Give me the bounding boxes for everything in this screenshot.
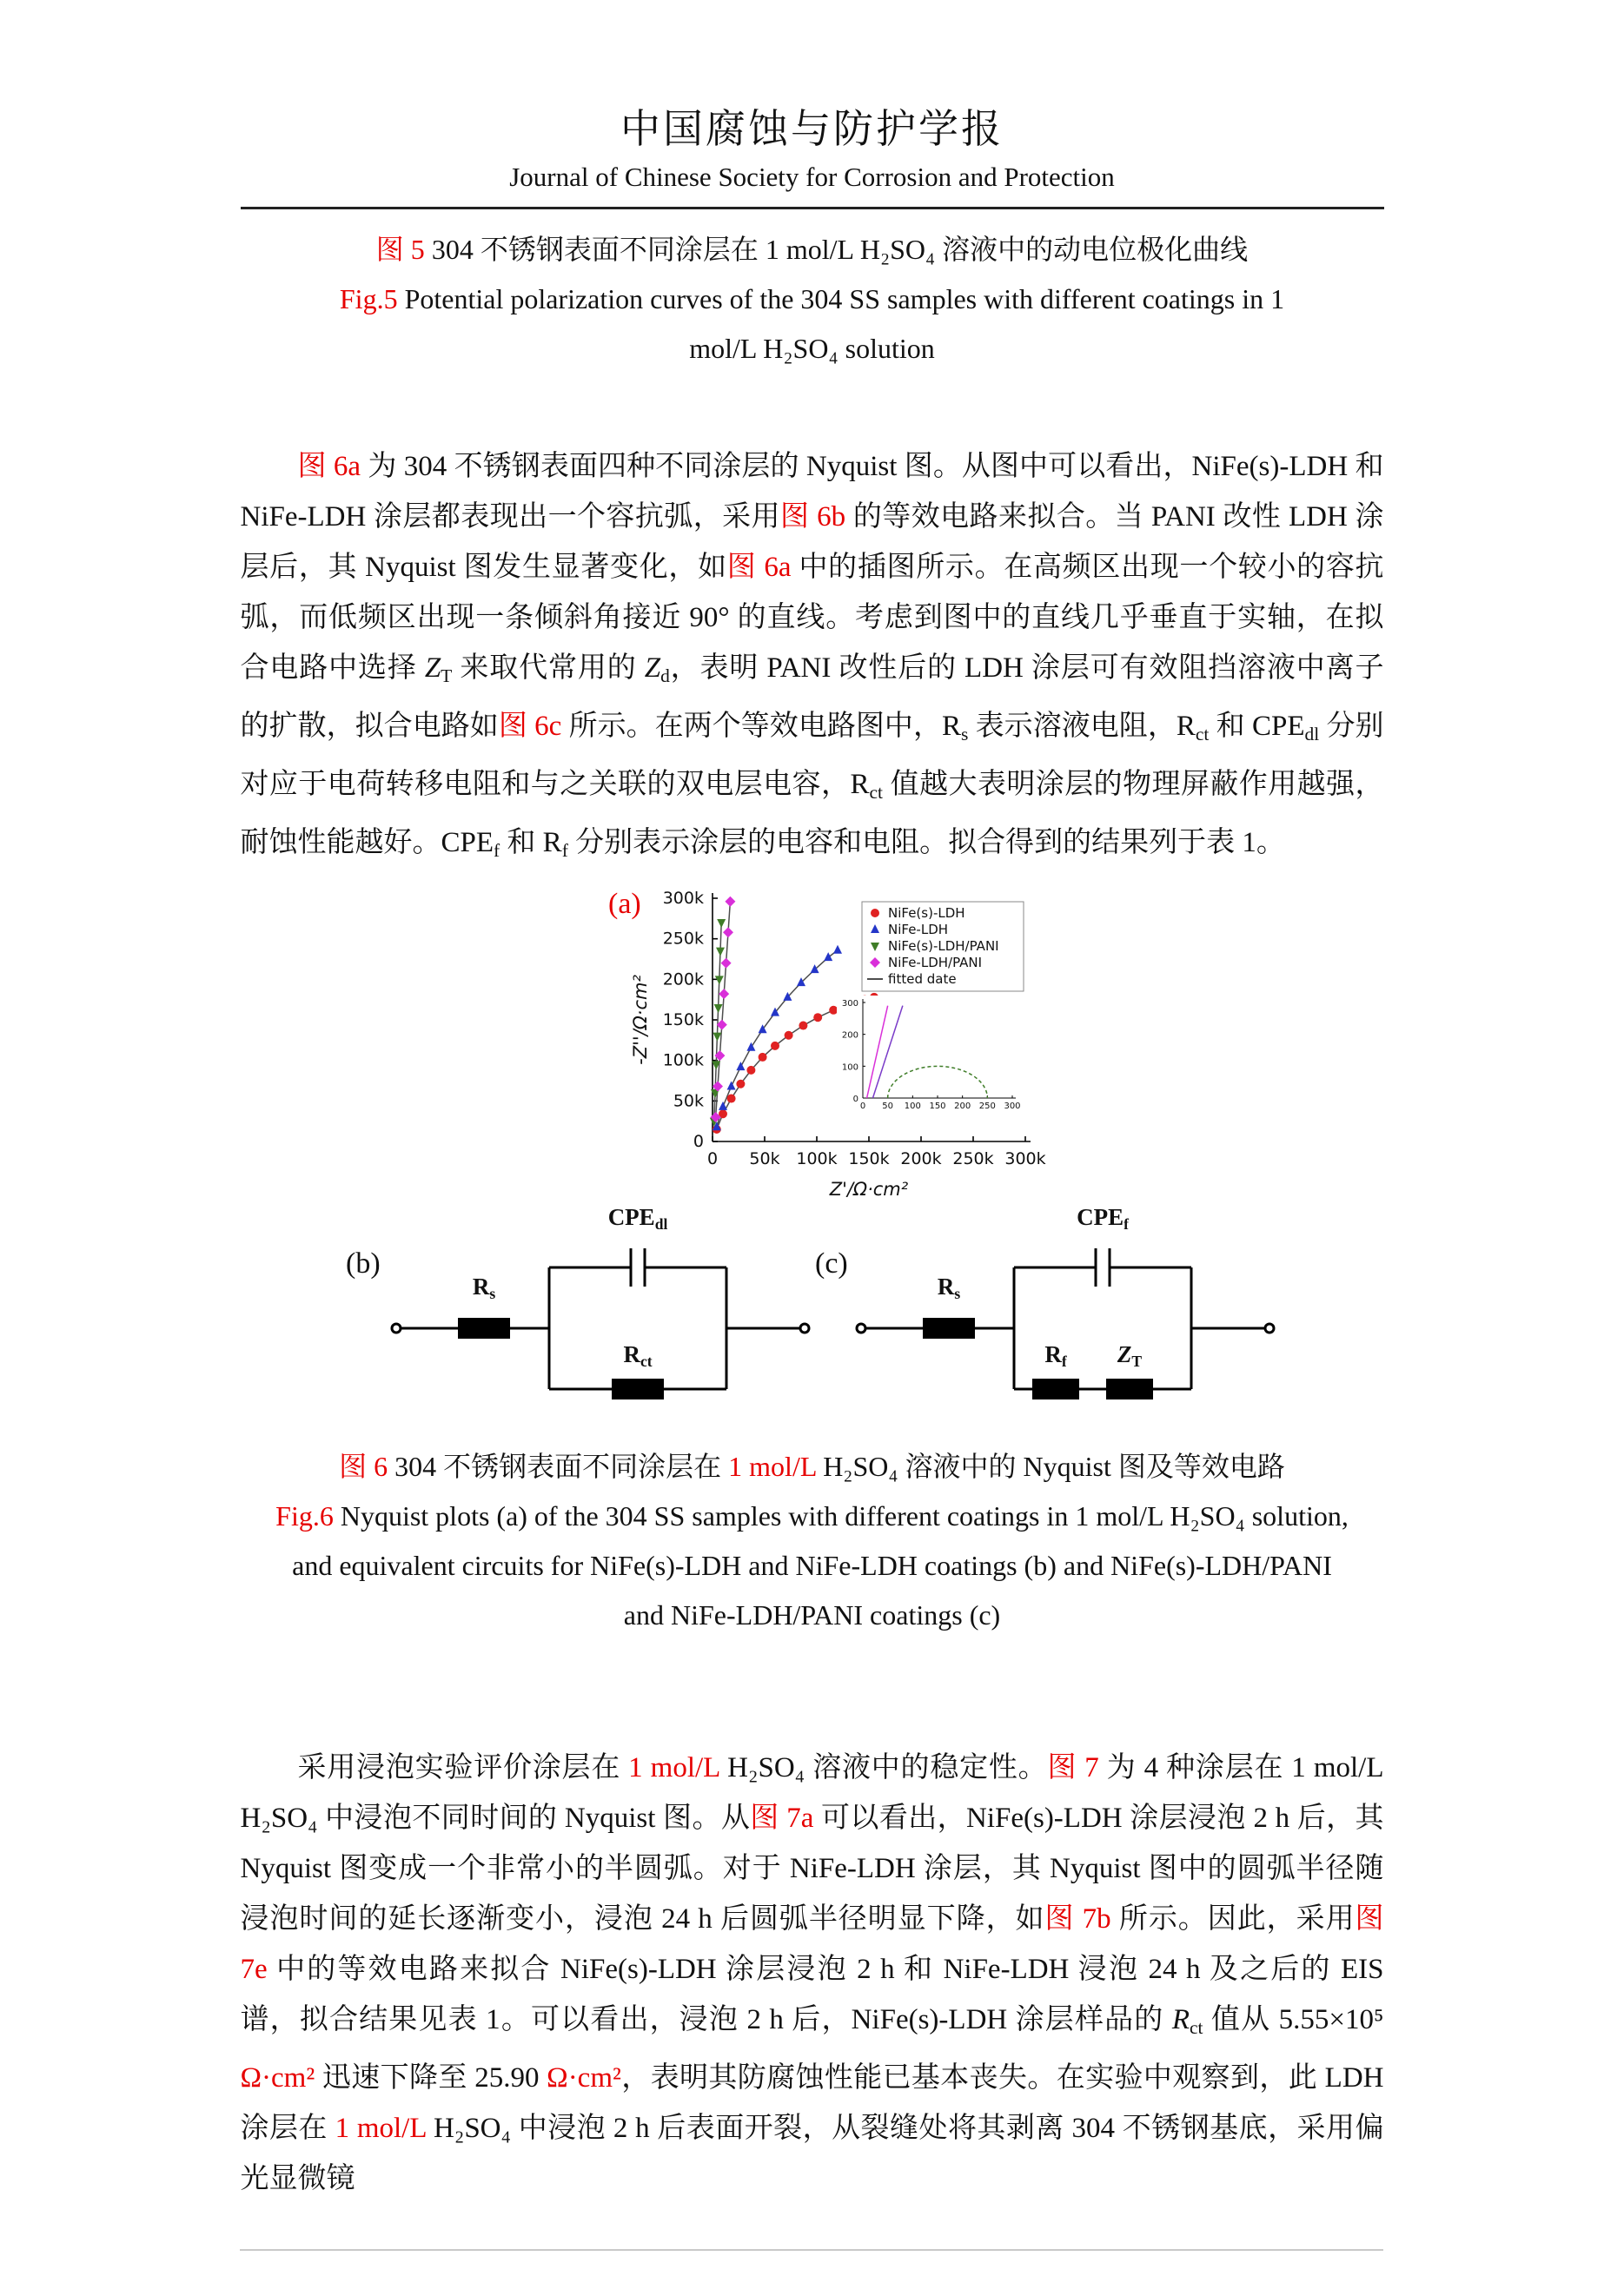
panel-b-label: (b) — [346, 1247, 381, 1280]
svg-text:150: 150 — [929, 1102, 946, 1111]
svg-text:100: 100 — [841, 1062, 858, 1073]
svg-text:0: 0 — [706, 1149, 719, 1168]
svg-text:50k: 50k — [673, 1091, 704, 1111]
figure6-panel — [0, 883, 1624, 1439]
resistor-rs-b-icon — [458, 1318, 510, 1339]
resistor-rct-icon — [612, 1379, 664, 1399]
svg-text:300k: 300k — [1004, 1149, 1046, 1168]
svg-text:0: 0 — [859, 1102, 866, 1111]
svg-text:150k: 150k — [662, 1010, 704, 1029]
figure5-caption-zh: 图 5 304 不锈钢表面不同涂层在 1 mol/L H₂SO₄ 溶液中的动电位极化曲线 — [375, 234, 1249, 265]
label-zt-c: $Z_T$ — [1117, 1341, 1143, 1370]
svg-text:250k: 250k — [952, 1149, 994, 1168]
terminal-left-c — [857, 1324, 865, 1333]
svg-text:NiFe(s)-LDH/PANI: NiFe(s)-LDH/PANI — [888, 938, 999, 954]
header-rule — [241, 207, 1384, 209]
label-rs-b: $R_s$ — [472, 1274, 496, 1302]
svg-text:0: 0 — [693, 1132, 704, 1151]
nyquist-plot — [591, 883, 1156, 1256]
svg-text:200k: 200k — [662, 969, 704, 989]
circuit-b-wires — [392, 1248, 809, 1389]
paragraph-immersion-discussion: 采用浸泡实验评价涂层在 1 mol/L H₂SO₄ 溶液中的稳定性。图 7 为 4 种涂层在 1 mol/L H₂SO₄ 中浸泡不同时间的 Nyquist 图。从图 7a 可以看出，NiFe(s)-LDH 涂层浸泡 2 h 后，其 Nyquist 图变成一个非常小的半圆弧。对于 NiFe-LDH 涂层，其 Nyquist 图中的圆弧半径随浸泡时间的延长逐渐变小，浸泡 24 h 后圆弧半径明显下降，如图 7b 所示。因此，采用图 7e 中的等效电路来拟合 NiFe(s)-LDH 涂层浸泡 2 h 和 NiFe-LDH 浸泡 24 h 及之后的 EIS 谱，拟合结果见表 1。可以看出，浸泡 2 h 后，NiFe(s)-LDH 涂层样品的 $R_{ct}$ 值从 5.55×10⁵ Ω·cm² 迅速下降至 25.90 Ω·cm²，表明其防腐蚀性能已基本丧失。在实验中观察到，此 LDH 涂层在 1 mol/L H₂SO₄ 中浸泡 2 h 后表面开裂，从裂缝处将其剥离 304 不锈钢基底，采用偏光显微镜 — [240, 1752, 1384, 2194]
svg-text:NiFe(s)-LDH: NiFe(s)-LDH — [888, 905, 965, 921]
terminal-right-c — [1265, 1324, 1274, 1333]
label-cpef-c: $CPE_f$ — [1077, 1204, 1129, 1233]
svg-text:300: 300 — [841, 999, 858, 1009]
svg-text:150k: 150k — [848, 1149, 890, 1168]
chart-inset — [837, 996, 1021, 1126]
svg-text:50: 50 — [882, 1102, 894, 1111]
svg-text:100k: 100k — [796, 1149, 838, 1168]
journal-title-zh: 中国腐蚀与防护学报 — [620, 107, 1004, 151]
panel-c-label: (c) — [815, 1247, 848, 1280]
figure5-caption-en: Fig.5 Potential polarization curves of the 304 SS samples with different coatings in 1 mol/L H₂SO₄ solution — [339, 283, 1285, 364]
circuit-b-diagram — [382, 1237, 834, 1419]
svg-text:NiFe-LDH/PANI: NiFe-LDH/PANI — [888, 955, 983, 970]
x-axis-label: Z'/Ω·cm² — [829, 1179, 909, 1200]
label-rs-c: $R_s$ — [937, 1274, 961, 1302]
svg-text:200: 200 — [954, 1102, 971, 1111]
svg-text:200: 200 — [841, 1030, 858, 1041]
terminal-left-b — [392, 1324, 401, 1333]
journal-title-en: Journal of Chinese Society for Corrosion and Protection — [509, 162, 1115, 192]
paragraph-eis-discussion: 图 6a 为 304 不锈钢表面四种不同涂层的 Nyquist 图。从图中可以看出，NiFe(s)-LDH 和 NiFe-LDH 涂层都表现出一个容抗弧，采用图 6b 的等效电路来拟合。当 PANI 改性 LDH 涂层后，其 Nyquist 图发生显著变化，如图 6a 中的插图所示。在高频区出现一个较小的容抗弧，而低频区出现一条倾斜角接近 90° 的直线。考虑到图中的直线几乎垂直于实轴，在拟合电路中选择 $Z_T$ 来取代常用的 $Z_d$，表明 PANI 改性后的 LDH 涂层可有效阻挡溶液中离子的扩散，拟合电路如图 6c 所示。在两个等效电路图中，$R_s$ 表示溶液电阻，$R_{ct}$ 和 $CPE_{dl}$ 分别对应于电荷转移电阻和与之关联的双电层电容，$R_{ct}$ 值越大表明涂层的物理屏蔽作用越强，耐蚀性能越好。$CPE_f$ 和 $R_f$ 分别表示涂层的电容和电阻。拟合得到的结果列于表 1。 — [240, 451, 1384, 861]
svg-text:0: 0 — [852, 1095, 858, 1104]
footer-rule — [240, 2249, 1383, 2251]
capacitor-cpef-icon — [1096, 1248, 1110, 1287]
svg-text:fitted date: fitted date — [888, 971, 957, 987]
label-rf-c: $R_f$ — [1044, 1341, 1067, 1370]
terminal-right-b — [800, 1324, 809, 1333]
figure5-caption — [335, 225, 1290, 374]
svg-text:100: 100 — [904, 1102, 921, 1111]
element-zt-icon — [1106, 1379, 1153, 1399]
resistor-rs-c-icon — [923, 1318, 975, 1339]
chart-legend — [862, 902, 1024, 991]
figure6-caption-en: Fig.6 Nyquist plots (a) of the 304 SS samples with different coatings in 1 mol/L H₂SO₄ solution, and equivalent circuits for NiFe(s)-LDH and NiFe-LDH coatings (b) and NiFe(s)-LDH/PANI and NiFe-LDH/PANI coatings (c) — [275, 1500, 1349, 1631]
svg-text:250: 250 — [978, 1102, 996, 1111]
figure6-caption — [274, 1442, 1351, 1640]
figure6-caption-zh: 图 6 304 不锈钢表面不同涂层在 1 mol/L H₂SO₄ 溶液中的 Nyquist 图及等效电路 — [339, 1451, 1285, 1482]
svg-text:50k: 50k — [749, 1149, 780, 1168]
resistor-rf-icon — [1032, 1379, 1079, 1399]
label-rct-b: $R_{ct}$ — [623, 1341, 653, 1370]
page-header — [0, 0, 1624, 209]
svg-text:250k: 250k — [662, 929, 704, 949]
panel-a-label: (a) — [608, 888, 641, 920]
svg-text:100k: 100k — [662, 1050, 704, 1070]
svg-text:NiFe-LDH: NiFe-LDH — [888, 922, 949, 937]
y-axis-label: -Z''/Ω·cm² — [630, 975, 651, 1065]
circuit-c-diagram — [847, 1237, 1299, 1419]
capacitor-cpedl-icon — [631, 1248, 645, 1287]
svg-text:300k: 300k — [662, 889, 704, 908]
svg-text:200k: 200k — [900, 1149, 942, 1168]
svg-text:300: 300 — [1004, 1102, 1021, 1111]
label-cpedl-b: $CPE_{dl}$ — [607, 1204, 668, 1233]
